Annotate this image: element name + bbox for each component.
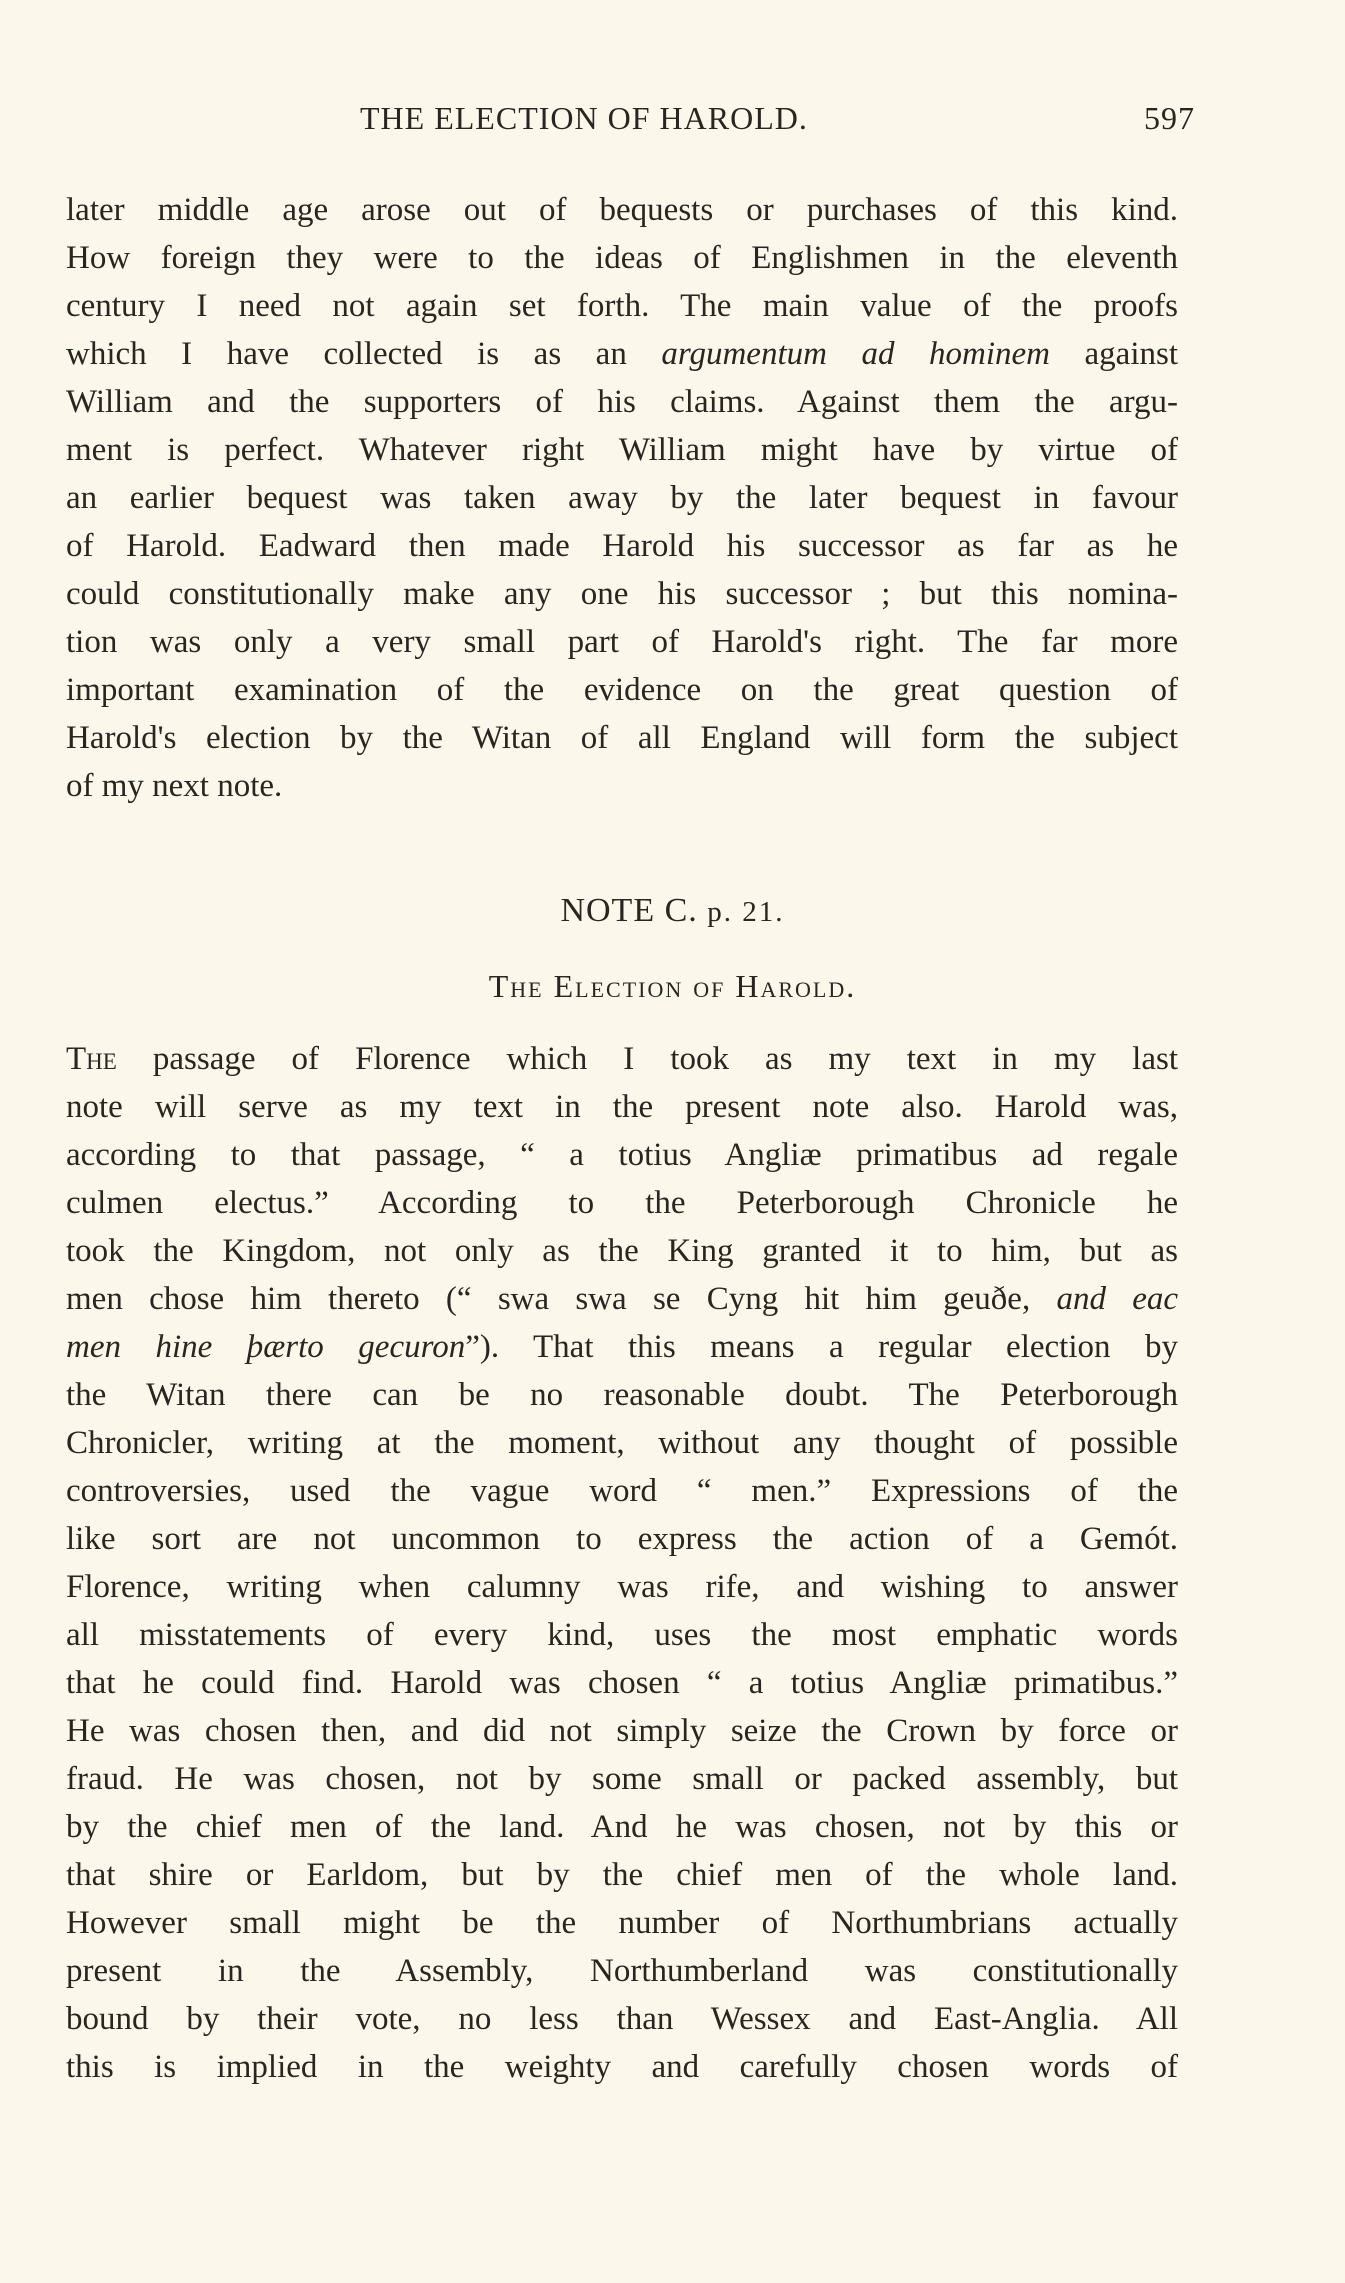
text-line: could constitutionally make any one his successor ; but this nomina- <box>66 576 1178 612</box>
text-line: How foreign they were to the ideas of Englishmen in the eleventh <box>66 240 1178 276</box>
text-line: However small might be the number of Northumbrians actually <box>66 1905 1178 1941</box>
note-paragraph <box>66 1035 1178 2091</box>
text-line <box>66 1035 1178 1083</box>
text-line: an earlier bequest was taken away by the later bequest in favour <box>66 480 1178 516</box>
text-run: passage of Florence which I took as my text in my last <box>116 1041 1178 1077</box>
text-line: tion was only a very small part of Harold's right. The far more <box>66 624 1178 660</box>
text-line: took the Kingdom, not only as the King granted it to him, but as <box>66 1233 1178 1269</box>
text-line: He was chosen then, and did not simply seize the Crown by force or <box>66 1713 1178 1749</box>
old-english-phrase: and eac <box>1056 1281 1178 1317</box>
note-heading <box>0 890 1345 933</box>
text-line: fraud. He was chosen, not by some small or packed assembly, but <box>66 1761 1178 1797</box>
text-line: culmen electus.” According to the Peterborough Chronicle he <box>66 1185 1178 1221</box>
text-line: controversies, used the vague word “ men.” Expressions of the <box>66 1473 1178 1509</box>
text-line: later middle age arose out of bequests or purchases of this kind. <box>66 192 1178 228</box>
text-line: like sort are not uncommon to express the action of a Gemót. <box>66 1521 1178 1557</box>
latin-phrase: argumentum ad hominem <box>661 336 1050 372</box>
text-line: important examination of the evidence on the great question of <box>66 672 1178 708</box>
text-line: William and the supporters of his claims. Against them the argu- <box>66 384 1178 420</box>
running-title: THE ELECTION OF HAROLD. <box>360 100 808 136</box>
text-line: that he could find. Harold was chosen “ a totius Angliæ primatibus.” <box>66 1665 1178 1701</box>
text-line: of my next note. <box>66 768 283 804</box>
old-english-phrase: men hine þærto gecuron <box>66 1329 466 1365</box>
page-number: 597 <box>1144 100 1195 136</box>
text-line: by the chief men of the land. And he was chosen, not by this or <box>66 1809 1178 1845</box>
text-line: the Witan there can be no reasonable doubt. The Peterborough <box>66 1377 1178 1413</box>
text-run: which I have collected is as an <box>66 336 662 372</box>
text-line <box>66 1275 1178 1323</box>
text-line: according to that passage, “ a totius Angliæ primatibus ad regale <box>66 1137 1178 1173</box>
text-line: of Harold. Eadward then made Harold his successor as far as he <box>66 528 1178 564</box>
continued-paragraph <box>66 186 1178 810</box>
opening-word: The <box>66 1041 117 1077</box>
text-line <box>66 330 1178 378</box>
text-run: men chose him thereto (“ swa swa se Cyng hit him geuðe, <box>66 1281 1057 1317</box>
text-line: this is implied in the weighty and carefully chosen words of <box>66 2049 1178 2085</box>
text-line: Florence, writing when calumny was rife, and wishing to answer <box>66 1569 1178 1605</box>
text-line: that shire or Earldom, but by the chief men of the whole land. <box>66 1857 1178 1893</box>
text-run: ”). That this means a regular election by <box>465 1329 1178 1365</box>
text-line: ment is perfect. Whatever right William might have by virtue of <box>66 432 1178 468</box>
text-line <box>66 1323 1178 1371</box>
text-line: bound by their vote, no less than Wessex and East-Anglia. All <box>66 2001 1178 2037</box>
text-line: century I need not again set forth. The main value of the proofs <box>66 288 1178 324</box>
note-page-reference: p. 21. <box>707 896 785 928</box>
note-label: NOTE C. <box>560 892 698 929</box>
text-run: against <box>1050 336 1178 372</box>
text-line: present in the Assembly, Northumberland was constitutionally <box>66 1953 1178 1989</box>
running-head <box>0 100 1345 140</box>
text-line: Chronicler, writing at the moment, without any thought of possible <box>66 1425 1178 1461</box>
text-line: all misstatements of every kind, uses the most emphatic words <box>66 1617 1178 1653</box>
text-line: Harold's election by the Witan of all England will form the subject <box>66 720 1178 756</box>
text-line: note will serve as my text in the present note also. Harold was, <box>66 1089 1178 1125</box>
section-title: The Election of Harold. <box>488 968 857 1004</box>
